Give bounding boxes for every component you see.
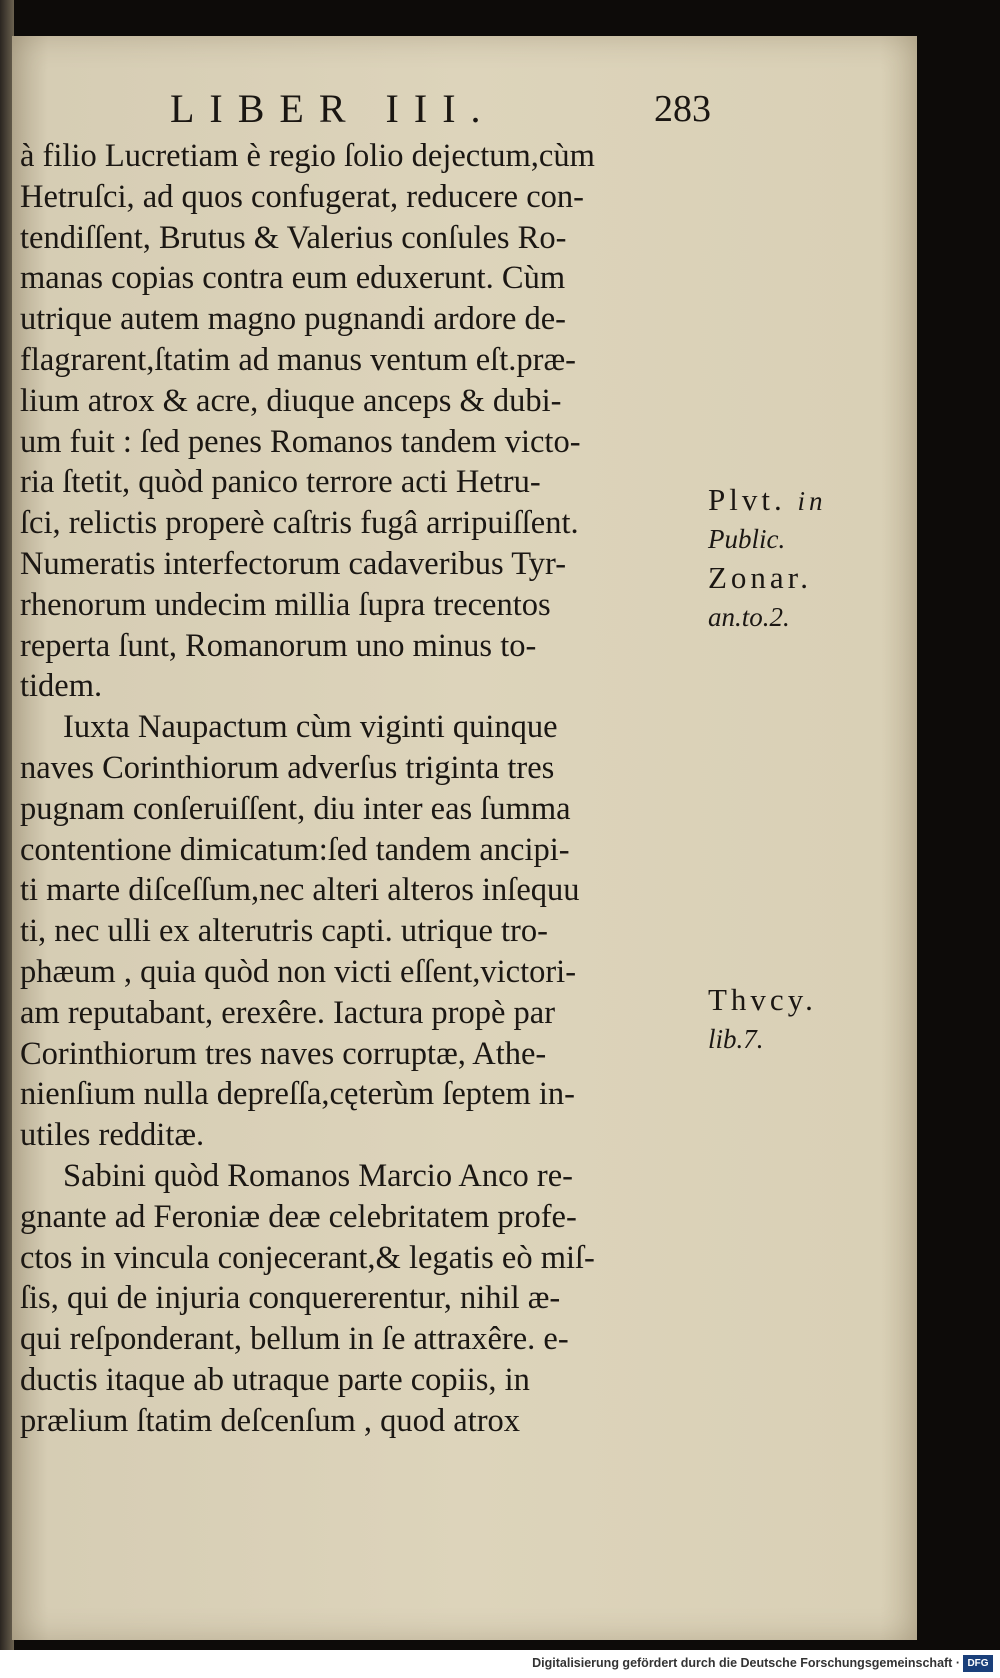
text-line: utiles redditæ. <box>20 1117 205 1154</box>
text-line: naves Corinthiorum adverſus triginta tres <box>20 749 555 786</box>
text-line: pugnam conſeruiſſent, diu inter eas ſumma <box>20 790 571 827</box>
text-line: ctos in vincula conjecerant,& legatis eò miſ- <box>20 1239 595 1276</box>
text-line: à filio Lucretiam è regio ſolio dejectum,cùm <box>20 138 595 174</box>
text-line: um fuit : ſed penes Romanos tandem victo- <box>20 423 581 460</box>
text-line: ſci, relictis properè caſtris fugâ arripuiſſent. <box>20 505 579 542</box>
text-line: flagrarent,ſtatim ad manus ventum eſt.præ- <box>20 341 576 378</box>
marginal-line: Zonar. <box>708 560 813 595</box>
text-line: rhenorum undecim millia ſupra trecentos <box>20 586 551 623</box>
marginal-note-thucydides <box>708 980 817 1058</box>
body-text <box>20 136 702 1442</box>
text-line: tendiſſent, Brutus & Valerius conſules Ro- <box>20 219 567 256</box>
page-header <box>156 84 711 134</box>
text-line: reperta ſunt, Romanorum uno minus to- <box>20 627 537 664</box>
marginal-line: Public. <box>708 524 786 554</box>
text-line: gnante ad Feroniæ deæ celebritatem profe- <box>20 1198 577 1235</box>
marginal-note-plutarch <box>708 480 826 636</box>
dfg-logo-icon: DFG <box>963 1655 993 1672</box>
running-title: LIBER III. <box>170 86 496 131</box>
text-line: ti marte diſceſſum,nec alteri alteros inſequu <box>20 872 580 909</box>
text-line: phæum , quia quòd non victi eſſent,victori- <box>20 953 577 990</box>
marginal-line <box>708 480 826 520</box>
text-line: contentione dimicatum:ſed tandem ancipi- <box>20 831 570 868</box>
funding-credit: Digitalisierung gefördert durch die Deutsche Forschungsgemeinschaft · <box>532 1656 960 1670</box>
text-line: am reputabant, erexêre. Iactura propè par <box>20 994 556 1031</box>
text-line: tidem. <box>20 668 103 705</box>
paragraph-start-line: Iuxta Naupactum cùm viginti quinque <box>63 709 558 746</box>
paragraph-start-line: Sabini quòd Romanos Marcio Anco re- <box>63 1157 573 1194</box>
footer-bar <box>0 1650 1000 1678</box>
text-line: Corinthiorum tres naves corruptæ, Athe- <box>20 1035 547 1072</box>
text-line: utrique autem magno pugnandi ardore de- <box>20 301 566 338</box>
marginal-line: an.to.2. <box>708 602 790 632</box>
text-line: ductis itaque ab utraque parte copiis, in <box>20 1361 530 1398</box>
text-line: Hetruſci, ad quos confugerat, reducere con- <box>20 178 584 215</box>
text-line: nienſium nulla depreſſa,cęterùm ſeptem in- <box>20 1076 576 1113</box>
marginal-line: Thvcy. <box>708 982 817 1017</box>
marginal-line: lib.7. <box>708 1024 764 1054</box>
text-line: prælium ſtatim deſcenſum , quod atrox <box>20 1402 521 1439</box>
text-line: lium atrox & acre, diuque anceps & dubi- <box>20 382 562 419</box>
text-line: qui reſponderant, bellum in ſe attraxêre. e- <box>20 1321 569 1358</box>
text-line: ria ſtetit, quòd panico terrore acti Hetru- <box>20 464 541 501</box>
text-line: Numeratis interfectorum cadaveribus Tyr- <box>20 545 567 582</box>
marginal-preposition: in <box>797 486 827 516</box>
text-line: ſis, qui de injuria conquererentur, nihil æ- <box>20 1280 561 1317</box>
text-line: manas copias contra eum eduxerunt. Cùm <box>20 260 566 297</box>
page-number: 283 <box>654 88 711 130</box>
marginal-author: Plvt. <box>708 482 786 517</box>
text-line: ti, nec ulli ex alterutris capti. utrique tro- <box>20 913 548 950</box>
